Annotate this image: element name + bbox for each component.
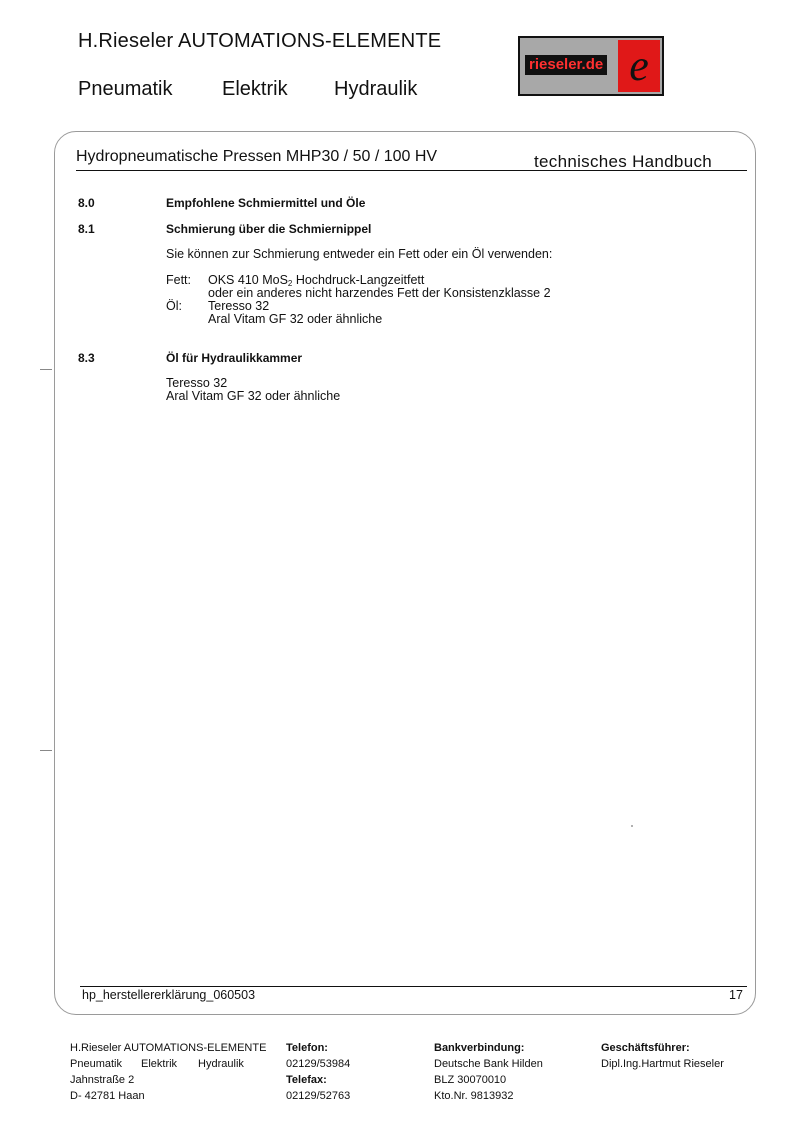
section-heading: Öl für Hydraulikkammer xyxy=(166,351,303,365)
company-name: H.Rieseler AUTOMATIONS-ELEMENTE xyxy=(78,30,442,52)
bank-blz: BLZ 30070010 xyxy=(434,1074,507,1086)
fax-number: 02129/52763 xyxy=(286,1090,351,1102)
oel-line-1: Teresso 32 xyxy=(208,299,270,313)
header-rule xyxy=(76,170,747,171)
company-logo xyxy=(518,36,664,96)
hydraulic-oil-line-1: Teresso 32 xyxy=(166,376,228,390)
address-company xyxy=(70,1040,266,1104)
oel-line-2: Aral Vitam GF 32 oder ähnliche xyxy=(208,312,383,326)
oel-label: Öl: xyxy=(166,299,182,313)
phone-number: 02129/53984 xyxy=(286,1058,351,1070)
address-bank xyxy=(434,1040,543,1104)
fett-product-desc: Hochdruck-Langzeitfett xyxy=(292,273,425,287)
footer-filename: hp_herstellererklärung_060503 xyxy=(82,988,256,1002)
address-division: Elektrik xyxy=(140,1058,178,1070)
document-subtitle: technisches Handbuch xyxy=(534,152,713,171)
address-management xyxy=(601,1040,724,1072)
bank-account: Kto.Nr. 9813932 xyxy=(434,1090,514,1102)
fax-label: Telefax: xyxy=(286,1074,327,1086)
address-phone xyxy=(286,1040,350,1104)
address-city: D- 42781 Haan xyxy=(70,1090,145,1102)
address-company-name: H.Rieseler AUTOMATIONS-ELEMENTE xyxy=(70,1042,267,1054)
fett-product: OKS 410 MoS xyxy=(208,273,288,287)
division-elektrik: Elektrik xyxy=(222,78,288,100)
page-number: 17 xyxy=(729,988,743,1002)
section-number: 8.3 xyxy=(78,351,95,365)
management-label: Geschäftsführer: xyxy=(601,1042,690,1054)
address-divisions xyxy=(70,1056,266,1072)
scan-speck xyxy=(631,825,633,827)
section-heading: Schmierung über die Schmiernippel xyxy=(166,222,372,236)
footer-rule xyxy=(80,986,747,987)
division-hydraulik: Hydraulik xyxy=(334,78,418,100)
document-title: Hydropneumatische Pressen MHP30 / 50 / 100 HV xyxy=(76,148,438,165)
section-heading: Empfohlene Schmiermittel und Öle xyxy=(166,196,366,210)
logo-e-icon: e xyxy=(618,40,660,92)
fett-label: Fett: xyxy=(166,273,192,287)
phone-label: Telefon: xyxy=(286,1042,328,1054)
page-frame xyxy=(54,131,756,1015)
division-pneumatik: Pneumatik xyxy=(78,78,173,100)
management-name: Dipl.Ing.Hartmut Rieseler xyxy=(601,1058,724,1070)
margin-mark xyxy=(40,369,52,370)
address-division: Pneumatik xyxy=(70,1058,122,1070)
margin-mark xyxy=(40,750,52,751)
fett-line-2: oder ein anderes nicht harzendes Fett der Konsistenzklasse 2 xyxy=(208,286,551,300)
section-number: 8.1 xyxy=(78,222,95,236)
address-division: Hydraulik xyxy=(198,1058,244,1070)
fett-subscript: 2 xyxy=(287,279,293,288)
section-number: 8.0 xyxy=(78,196,95,210)
section-intro: Sie können zur Schmierung entweder ein Fett oder ein Öl verwenden: xyxy=(166,247,553,261)
logo-text: rieseler.de xyxy=(525,55,607,75)
bank-name: Deutsche Bank Hilden xyxy=(434,1058,543,1070)
address-street: Jahnstraße 2 xyxy=(70,1074,135,1086)
bank-label: Bankverbindung: xyxy=(434,1042,525,1054)
hydraulic-oil-line-2: Aral Vitam GF 32 oder ähnliche xyxy=(166,389,341,403)
